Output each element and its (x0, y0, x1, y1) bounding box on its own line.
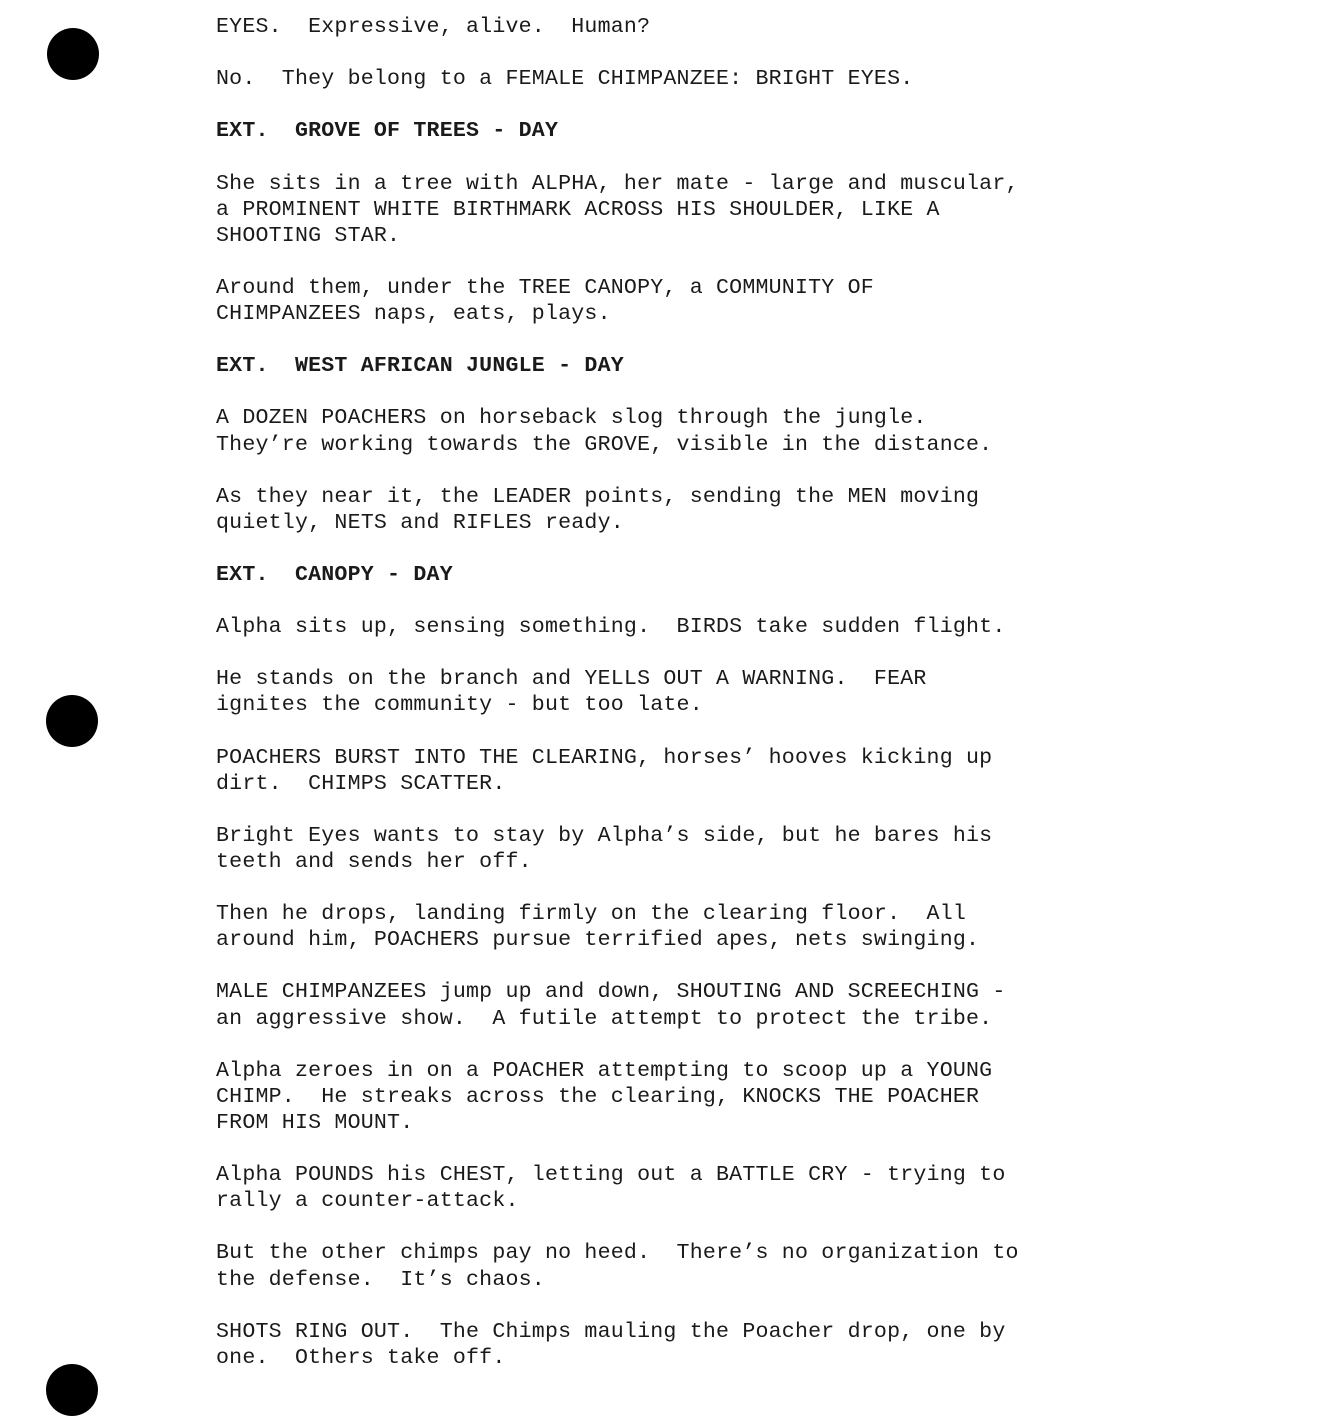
action-line: EYES. Expressive, alive. Human? (216, 15, 651, 39)
action-line: Then he drops, landing firmly on the clearing floor. All around him, POACHERS pursue terrified apes, nets swinging. (216, 902, 980, 953)
punch-hole-top (47, 28, 99, 80)
action-line: He stands on the branch and YELLS OUT A WARNING. FEAR ignites the community - but too late. (216, 667, 927, 718)
scene-heading: EXT. GROVE OF TREES - DAY (216, 119, 559, 144)
scene-heading: EXT. CANOPY - DAY (216, 562, 453, 587)
screenplay-body (216, 14, 1216, 1397)
action-line: Alpha zeroes in on a POACHER attempting to scoop up a YOUNG CHIMP. He streaks across the clearing, KNOCKS THE POACHER FROM HIS MOUNT. (216, 1058, 993, 1135)
action-line: MALE CHIMPANZEES jump up and down, SHOUTING AND SCREECHING - an aggressive show. A futile attempt to protect the tribe. (216, 980, 1006, 1031)
action-line: SHOTS RING OUT. The Chimps mauling the Poacher drop, one by one. Others take off. (216, 1319, 1006, 1370)
punch-hole-middle (46, 695, 98, 747)
action-line: As they near it, the LEADER points, sending the MEN moving quietly, NETS and RIFLES ready. (216, 484, 980, 535)
action-line: POACHERS BURST INTO THE CLEARING, horses’ hooves kicking up dirt. CHIMPS SCATTER. (216, 745, 993, 796)
punch-hole-bottom (46, 1364, 98, 1416)
action-line: She sits in a tree with ALPHA, her mate - large and muscular, a PROMINENT WHITE BIRTHMARK ACROSS HIS SHOULDER, LIKE A SHOOTING STAR. (216, 171, 1019, 248)
scene-heading: EXT. WEST AFRICAN JUNGLE - DAY (216, 354, 624, 379)
action-line: No. They belong to a FEMALE CHIMPANZEE: BRIGHT EYES. (216, 67, 914, 92)
action-line: But the other chimps pay no heed. There’s no organization to the defense. It’s chaos. (216, 1241, 1019, 1292)
action-line: Alpha POUNDS his CHEST, letting out a BATTLE CRY - trying to rally a counter-attack. (216, 1163, 1006, 1214)
action-line: Around them, under the TREE CANOPY, a COMMUNITY OF CHIMPANZEES naps, eats, plays. (216, 275, 874, 327)
action-line: A DOZEN POACHERS on horseback slog through the jungle. They’re working towards the GROVE, visible in the distance. (216, 406, 993, 457)
action-line: Bright Eyes wants to stay by Alpha’s side, but he bares his teeth and sends her off. (216, 823, 993, 874)
action-line: Alpha sits up, sensing something. BIRDS take sudden flight. (216, 615, 1006, 640)
